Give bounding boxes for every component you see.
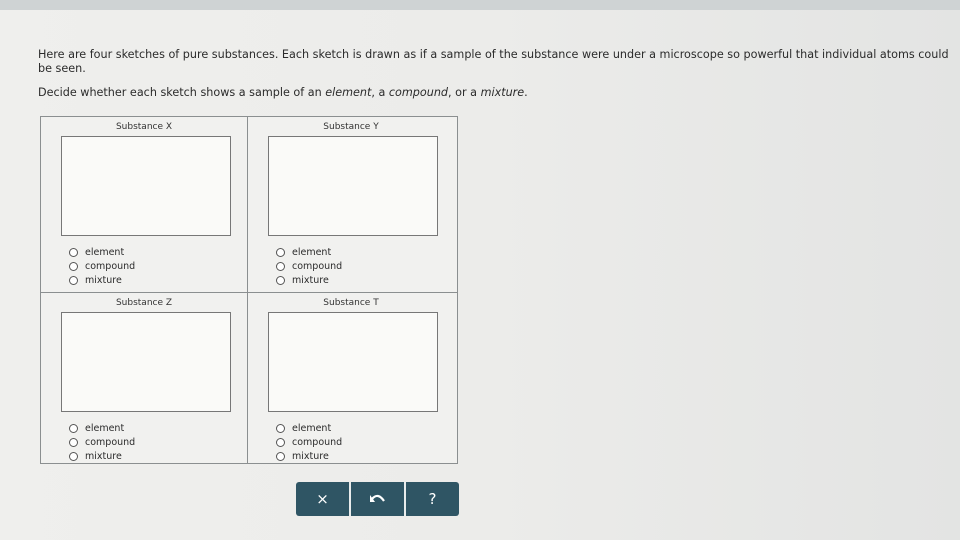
substance-x-mixture-option[interactable]: mixture — [69, 273, 135, 287]
substance-t-compound-option[interactable]: compound — [276, 435, 342, 449]
substance-t-molecules — [269, 313, 437, 411]
substance-y-compound-option[interactable]: compound — [276, 259, 342, 273]
close-icon: × — [316, 490, 329, 508]
substance-z-element-option[interactable]: element — [69, 421, 135, 435]
help-button[interactable] — [406, 482, 459, 516]
radio-button[interactable] — [276, 438, 285, 447]
substance-z-mixture-option[interactable]: mixture — [69, 449, 135, 463]
question-intro: Here are four sketches of pure substances. Each sketch is drawn as if a sample of the substance were under a microscope so powerful that individual atoms could be seen. — [38, 48, 949, 75]
substance-z-options — [69, 421, 135, 463]
substance-z-compound-option[interactable]: compound — [69, 435, 135, 449]
radio-button[interactable] — [69, 276, 78, 285]
radio-button[interactable] — [69, 452, 78, 461]
radio-button[interactable] — [69, 438, 78, 447]
answer-toolbar — [296, 482, 459, 516]
radio-button[interactable] — [69, 262, 78, 271]
substance-x-element-option[interactable]: element — [69, 245, 135, 259]
substance-x-title: Substance X — [115, 122, 173, 132]
substance-t-panel — [248, 293, 454, 467]
clear-button[interactable] — [296, 482, 351, 516]
substance-z-title: Substance Z — [115, 298, 173, 308]
substance-t-options — [276, 421, 342, 463]
substance-x-panel — [41, 117, 247, 291]
substance-y-title: Substance Y — [323, 122, 379, 132]
radio-button[interactable] — [276, 276, 285, 285]
undo-icon — [369, 493, 387, 505]
radio-button[interactable] — [69, 424, 78, 433]
help-icon: ? — [428, 490, 437, 508]
substance-grid — [40, 116, 458, 464]
substance-y-element-option[interactable]: element — [276, 245, 342, 259]
substance-t-sketch — [268, 312, 438, 412]
substance-z-molecules — [62, 313, 230, 411]
substance-x-options — [69, 245, 135, 287]
substance-x-compound-option[interactable]: compound — [69, 259, 135, 273]
radio-button[interactable] — [69, 248, 78, 257]
substance-y-options — [276, 245, 342, 287]
substance-y-mixture-option[interactable]: mixture — [276, 273, 342, 287]
question-instruction: Decide whether each sketch shows a sample of an element, a compound, or a mixture. — [38, 86, 528, 99]
substance-t-element-option[interactable]: element — [276, 421, 342, 435]
substance-t-mixture-option[interactable]: mixture — [276, 449, 342, 463]
top-bar — [0, 0, 960, 10]
radio-button[interactable] — [276, 262, 285, 271]
substance-z-sketch — [61, 312, 231, 412]
radio-button[interactable] — [276, 248, 285, 257]
substance-z-panel — [41, 293, 247, 467]
substance-x-molecules — [62, 137, 230, 235]
substance-x-sketch — [61, 136, 231, 236]
radio-button[interactable] — [276, 424, 285, 433]
substance-t-title: Substance T — [323, 298, 379, 308]
undo-button[interactable] — [351, 482, 406, 516]
substance-y-molecules — [269, 137, 437, 235]
substance-y-sketch — [268, 136, 438, 236]
substance-y-panel — [248, 117, 454, 291]
radio-button[interactable] — [276, 452, 285, 461]
